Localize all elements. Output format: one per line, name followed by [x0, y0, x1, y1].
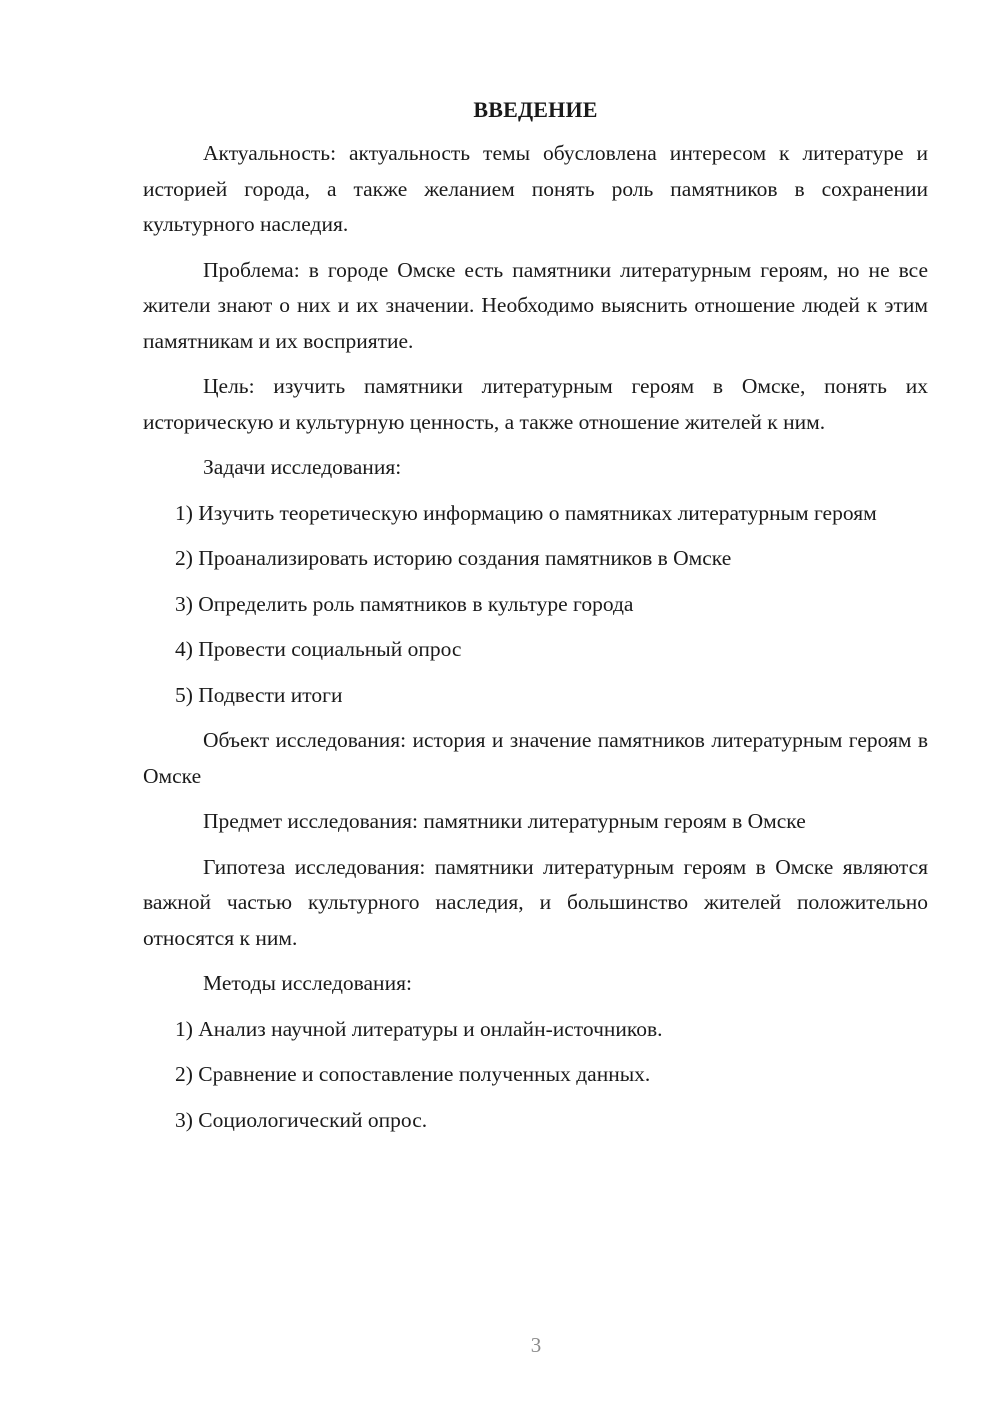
method-item-3: 3) Социологический опрос. — [175, 1107, 428, 1132]
task-item-2: 2) Проанализировать историю создания памятников в Омске — [175, 546, 732, 570]
page-number: 3 — [530, 1333, 542, 1357]
method-item-2: 2) Сравнение и сопоставление полученных данных. — [175, 1062, 651, 1086]
problem-paragraph: Проблема: в городе Омске есть памятники литературным героям, но не все жители знают о них и их значении. Необходимо выяснить отношение людей к этим памятникам и их восприятие. — [143, 257, 928, 353]
object-paragraph: Объект исследования: история и значение памятников литературным героям в Омске — [143, 728, 928, 788]
task-item-3: 3) Определить роль памятников в культуре города — [175, 591, 634, 616]
hypothesis-paragraph: Гипотеза исследования: памятники литературным героям в Омске являются важной частью культурного наследия, и большинство жителей положительно относятся к ним. — [143, 854, 928, 950]
document-body — [143, 92, 928, 1148]
methods-heading: Методы исследования: — [203, 971, 412, 995]
task-item-4: 4) Провести социальный опрос — [175, 637, 462, 661]
task-item-1: 1) Изучить теоретическую информацию о памятниках литературным героям — [175, 500, 877, 525]
tasks-heading: Задачи исследования: — [203, 455, 402, 479]
section-title: ВВЕДЕНИЕ — [473, 97, 598, 122]
subject-paragraph: Предмет исследования: памятники литературным героям в Омске — [203, 809, 806, 833]
task-item-5: 5) Подвести итоги — [175, 682, 343, 707]
method-item-1: 1) Анализ научной литературы и онлайн-источников. — [175, 1016, 663, 1041]
goal-paragraph: Цель: изучить памятники литературным героям в Омске, понять их историческую и культурную ценность, а также отношение жителей к ним. — [143, 374, 928, 434]
relevance-paragraph: Актуальность: актуальность темы обусловлена интересом к литературе и историей города, а также желанием понять роль памятников в сохранении культурного наследия. — [143, 141, 928, 236]
